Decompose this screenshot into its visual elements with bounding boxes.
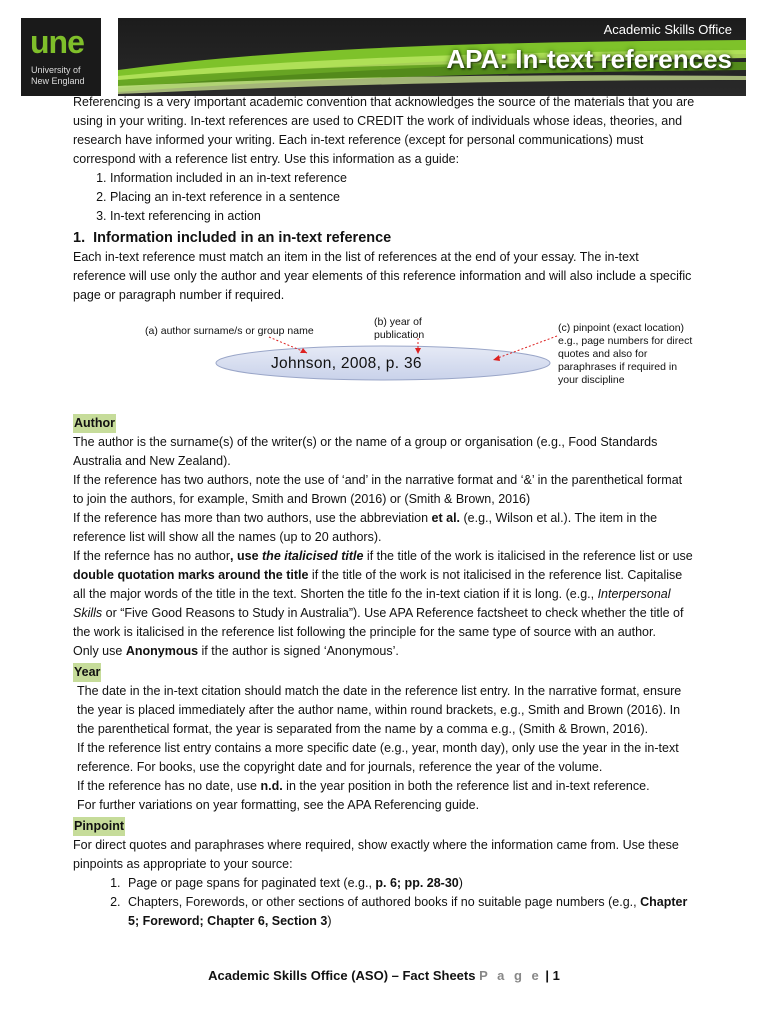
footer-text: Academic Skills Office (ASO) – Fact Sheets (208, 968, 480, 983)
list-item: 1. Page or page spans for paginated text (e.g., p. 6; pp. 28-30) (124, 874, 695, 893)
pinpoint-paragraph: For direct quotes and paraphrases where required, show exactly where the information came from. Use these pinpoints as appropriate to your source: (73, 838, 679, 871)
year-paragraph: If the reference list entry contains a more specific date (e.g., year, month day), only use the year in the in-text reference. For books, use the copyright date and for journals, reference the year of the volume. (77, 741, 679, 774)
page-footer (0, 968, 768, 983)
header-banner (118, 18, 746, 96)
author-paragraph: If the refernce has no author, use the italicised title if the title of the work is italicised in the reference list or use double quotation marks around the title if the title of the work is not italicised in the reference list. Capitalise all the major words of the title in the text. Shorten the title fo the in-text ciation if it is long. (e.g., Interpersonal Skills or “Five Good Reasons to Study in Australia”). Use APA Reference factsheet to check whether the title of the work is italicised in the reference list following the principle for the same type of source with an author. (73, 549, 693, 639)
year-paragraph: For further variations on year formatting, see the APA Referencing guide. (77, 798, 480, 812)
document-body (73, 93, 695, 931)
citation-diagram (73, 312, 695, 412)
year-heading: Year (73, 663, 101, 682)
list-item: 1. Information included in an in-text reference (110, 169, 695, 188)
year-block (73, 682, 695, 815)
footer-page-word: P a g e (479, 968, 542, 983)
list-item: 3. In-text referencing in action (110, 207, 695, 226)
intro-list (73, 169, 695, 226)
pinpoint-heading: Pinpoint (73, 817, 125, 836)
page-title: APA: In-text references (446, 44, 732, 74)
author-paragraph: Only use Anonymous if the author is signed ‘Anonymous’. (73, 644, 399, 658)
author-paragraph: If the reference has more than two authors, use the abbreviation et al. (e.g., Wilson et al.). The item in the reference list will show all the names (up to 20 authors). (73, 511, 658, 544)
label-author: (a) author surname/s or group name (145, 325, 314, 337)
author-paragraph: If the reference has two authors, note the use of ‘and’ in the narrative format and ‘&’ in the parenthetical format to join the authors, for example, Smith and Brown (2016) or (Smith & Brown, 2016) (73, 473, 683, 506)
author-heading: Author (73, 414, 116, 433)
une-logo (21, 18, 101, 96)
year-paragraph: If the reference has no date, use n.d. in the year position in both the reference list and in-text reference. (77, 779, 650, 793)
author-paragraph: The author is the surname(s) of the writer(s) or the name of a group or organisation (e.g., Food Standards Australia and New Zealand). (73, 435, 658, 468)
label-pinpoint: (c) pinpoint (exact location) e.g., page numbers for direct quotes and also for paraphrases if required in your discipline (558, 322, 693, 386)
logo-text: University of New England (31, 65, 85, 86)
pinpoint-list (73, 874, 695, 931)
year-paragraph: The date in the in-text citation should match the date in the reference list entry. In the narrative format, ensure the year is placed immediately after the author name, within round brackets, e.g., Smith and Brown (2016). In the parenthetical format, the year is separated from the name by a comma e.g., (Smith & Brown, 2016). (77, 684, 682, 736)
list-item: 2. Chapters, Forewords, or other sections of authored books if no suitable page numbers (e.g., Chapter 5; Foreword; Chapter 6, Section 3) (124, 893, 695, 931)
citation-example: Johnson, 2008, p. 36 (271, 355, 422, 372)
logo-mark: une (30, 24, 84, 60)
label-year: (b) year of publication (374, 316, 425, 341)
list-item: 2. Placing an in-text reference in a sentence (110, 188, 695, 207)
section-paragraph: Each in-text reference must match an item in the list of references at the end of your essay. The in-text reference will use only the author and year elements of this reference information and will also include a specific page or paragraph number if required. (73, 250, 692, 302)
footer-page-number: | 1 (541, 968, 560, 983)
office-name: Academic Skills Office (603, 22, 732, 37)
section-heading: 1. Information included in an in-text reference (73, 230, 392, 246)
intro-paragraph: Referencing is a very important academic convention that acknowledges the source of the materials that you are using in your writing. In-text references are used to CREDIT the work of individuals whose ideas, theories, and research have informed your writing. Each in-text reference (except for personal communications) must correspond with a reference list entry. Use this information as a guide: (73, 95, 695, 166)
